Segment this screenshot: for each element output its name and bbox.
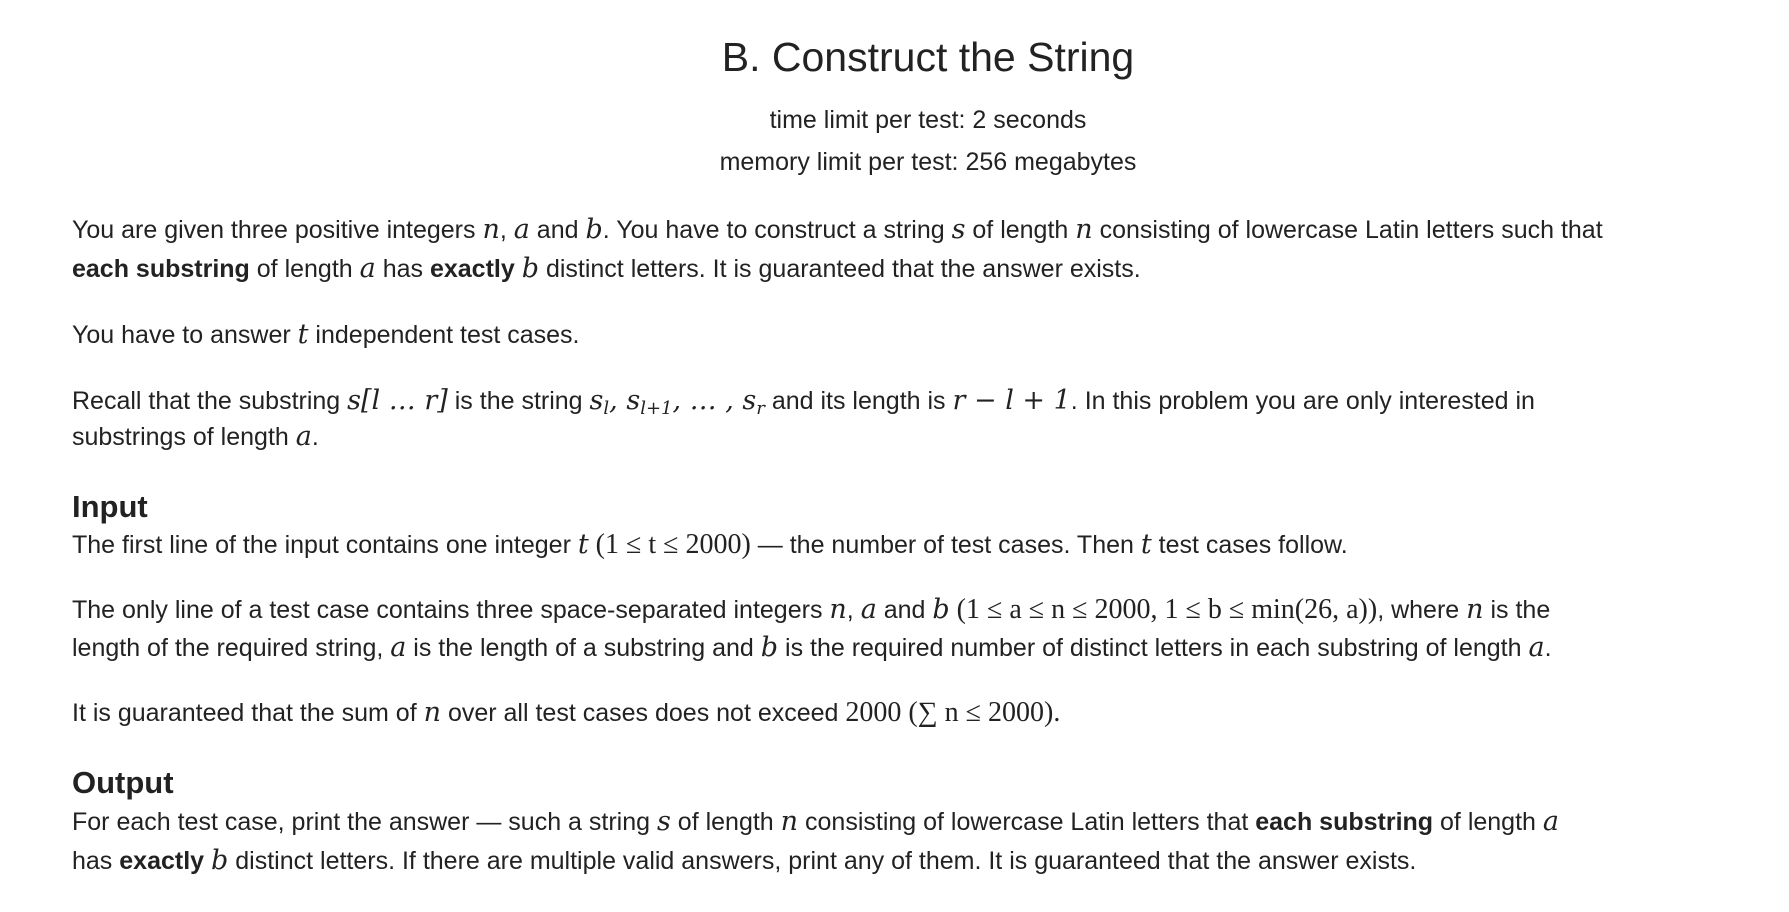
input-paragraph-1 xyxy=(72,525,1784,565)
math-t: t xyxy=(577,529,589,560)
math-sum-expr: (∑ n ≤ 2000). xyxy=(908,697,1061,728)
text-span: has xyxy=(72,847,120,875)
input-heading: Input xyxy=(72,489,148,524)
math-t-range: (1 ≤ t ≤ 2000) xyxy=(595,529,751,560)
input-paragraph-2-line-1 xyxy=(72,590,1784,630)
statement-paragraph-1-line-2 xyxy=(72,249,1784,289)
math-b: b xyxy=(760,632,779,663)
input-paragraph-2-line-2 xyxy=(72,628,1784,668)
math-t: t xyxy=(297,319,309,350)
math-n: n xyxy=(1075,214,1093,245)
text-span: . You have to construct a string xyxy=(602,216,952,244)
text-span: of length xyxy=(1433,808,1543,836)
bold-text: exactly xyxy=(429,255,515,283)
text-span: , xyxy=(846,596,861,624)
statement-paragraph-2 xyxy=(72,315,1784,355)
math-subscript: l xyxy=(603,398,610,419)
math-n: n xyxy=(1466,594,1484,625)
statement-paragraph-1-line-1 xyxy=(72,210,1784,250)
math-n: n xyxy=(829,594,847,625)
text-span: consisting of lowercase Latin letters such that xyxy=(1092,216,1603,244)
math-sym: s xyxy=(626,385,641,416)
text-span: . xyxy=(311,423,319,451)
output-paragraph-line-2 xyxy=(72,841,1784,881)
bold-text: exactly xyxy=(119,847,205,875)
math-subscript: l+1 xyxy=(640,398,673,419)
math-sym: s xyxy=(742,385,757,416)
math-substring: s[l … r] xyxy=(347,385,448,416)
math-b: b xyxy=(932,594,950,625)
text-span: — the number of test cases. Then xyxy=(750,531,1141,559)
math-a: a xyxy=(860,594,877,625)
math-sum-limit: 2000 xyxy=(845,697,902,728)
memory-limit: memory limit per test: 256 megabytes xyxy=(719,148,1137,176)
text-span: is the xyxy=(1483,596,1551,624)
math-b: b xyxy=(521,253,539,284)
statement-paragraph-3-line-2 xyxy=(72,417,1784,457)
text-span: Recall that the substring xyxy=(72,387,348,415)
input-paragraph-3 xyxy=(72,693,1784,733)
bold-text: each substring xyxy=(72,255,250,283)
math-nab-range: (1 ≤ a ≤ n ≤ 2000, 1 ≤ b ≤ min(26, a)) xyxy=(956,594,1378,625)
text-span: length of the required string, xyxy=(72,634,391,662)
text-span: and xyxy=(876,596,933,624)
math-a: a xyxy=(390,632,407,663)
text-span: substrings of length xyxy=(72,423,296,451)
text-span: You are given three positive integers xyxy=(72,216,483,244)
text-span: It is guaranteed that the sum of xyxy=(72,699,424,727)
text-span: distinct letters. It is guaranteed that the answer exists. xyxy=(539,255,1141,283)
math-sequence: $s_l$, $s_{l+1}$, … , $s_r$ xyxy=(589,385,765,419)
text-span: test cases follow. xyxy=(1151,531,1348,559)
bold-text: each substring xyxy=(1255,808,1434,836)
text-span: independent test cases. xyxy=(308,321,580,349)
page-title: B. Construct the String xyxy=(721,34,1135,80)
time-limit: time limit per test: 2 seconds xyxy=(769,106,1087,134)
math-a: a xyxy=(1542,806,1559,837)
text-span: You have to answer xyxy=(72,321,298,349)
text-span: , xyxy=(499,216,514,244)
text-span: has xyxy=(375,255,430,283)
math-subscript: r xyxy=(756,398,765,419)
text-span: , where xyxy=(1377,596,1467,624)
math-a: a xyxy=(295,421,312,452)
text-span: of length xyxy=(965,216,1076,244)
math-dots: , … , xyxy=(672,385,743,416)
math-sym: s xyxy=(589,385,604,416)
text-span: For each test case, print the answer — such a string xyxy=(72,808,657,836)
text-span: is the required number of distinct letters in each substring of length xyxy=(778,634,1529,662)
math-n: n xyxy=(423,697,441,728)
text-span: and xyxy=(529,216,586,244)
text-span: of length xyxy=(670,808,781,836)
text-span: The first line of the input contains one integer xyxy=(72,531,578,559)
output-heading: Output xyxy=(72,765,174,800)
math-s: s xyxy=(951,214,966,245)
math-t: t xyxy=(1140,529,1152,560)
math-a: a xyxy=(513,214,530,245)
text-span: of length xyxy=(249,255,360,283)
text-span: is the length of a substring and xyxy=(406,634,761,662)
math-a: a xyxy=(1528,632,1545,663)
math-n: n xyxy=(482,214,500,245)
math-n: n xyxy=(780,806,799,837)
text-span: distinct letters. If there are multiple valid answers, print any of them. It is guaranteed that the answer exists. xyxy=(228,847,1417,875)
text-span: . xyxy=(1544,634,1552,662)
output-paragraph-line-1 xyxy=(72,802,1784,842)
text-span: consisting of lowercase Latin letters that xyxy=(798,808,1256,836)
text-span: and its length is xyxy=(764,387,953,415)
math-a: a xyxy=(359,253,376,284)
math-s: s xyxy=(657,806,671,837)
text-span: over all test cases does not exceed xyxy=(441,699,846,727)
text-span: . In this problem you are only interested in xyxy=(1070,387,1535,415)
math-length-expr: r − l + 1 xyxy=(952,385,1071,416)
math-b: b xyxy=(211,845,229,876)
text-span: The only line of a test case contains three space-separated integers xyxy=(72,596,830,624)
math-b: b xyxy=(585,214,603,245)
text-span: is the string xyxy=(447,387,590,415)
